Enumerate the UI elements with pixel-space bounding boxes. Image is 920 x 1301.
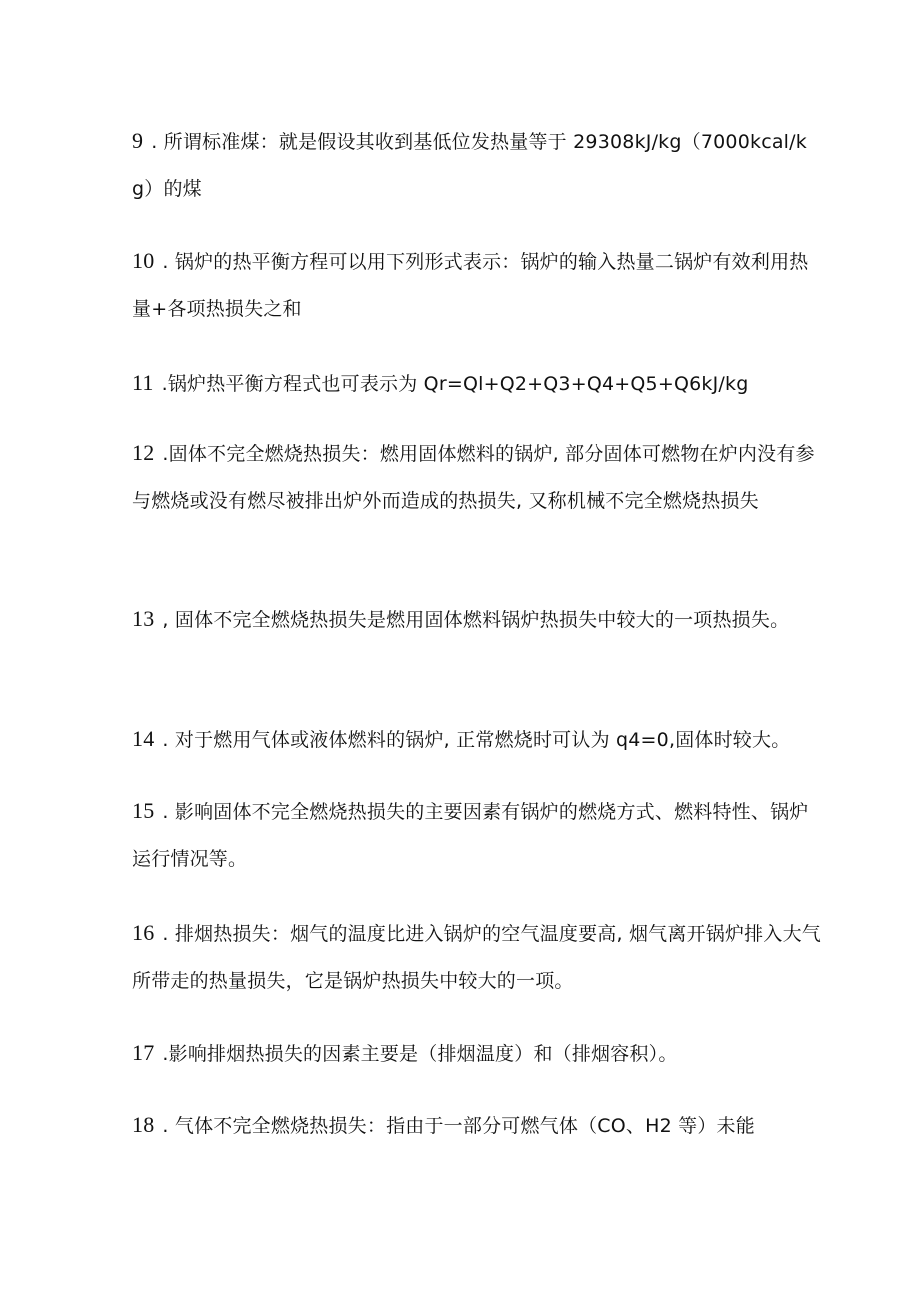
paragraph-number: 11 <box>132 370 154 395</box>
paragraph-text: . 排烟热损失：烟气的温度比进入锅炉的空气温度要高, 烟气离开锅炉排入大气所带走的热量损失，它是锅炉热损失中较大的一项。 <box>132 923 821 992</box>
paragraph-number: 16 <box>132 920 155 945</box>
paragraph-number: 10 <box>132 248 155 273</box>
paragraph-number: 18 <box>132 1112 155 1137</box>
paragraph-text: . 所谓标准煤：就是假设其收到基低位发热量等于 29308kJ/kg（7000kcal/kg）的煤 <box>132 131 807 200</box>
paragraph-text: . 影响固体不完全燃烧热损失的主要因素有锅炉的燃烧方式、燃料特性、锅炉运行情况等。 <box>132 801 809 870</box>
paragraph-13 <box>132 596 822 643</box>
paragraph-12 <box>132 430 822 524</box>
paragraph-number: 15 <box>132 798 155 823</box>
paragraph-9 <box>132 118 822 212</box>
paragraph-number: 12 <box>132 440 155 465</box>
paragraph-number: 13 <box>132 606 155 631</box>
paragraph-10 <box>132 238 822 332</box>
paragraph-text: . 气体不完全燃烧热损失：指由于一部分可燃气体（CO、H2 等）未能 <box>162 1115 755 1137</box>
paragraph-text: .固体不完全燃烧热损失：燃用固体燃料的锅炉, 部分固体可燃物在炉内没有参与燃烧或没有燃尽被排出炉外而造成的热损失, 又称机械不完全燃烧热损失 <box>132 443 815 512</box>
paragraph-15 <box>132 788 822 882</box>
paragraph-11 <box>132 360 822 407</box>
paragraph-17 <box>132 1030 822 1077</box>
paragraph-16 <box>132 910 822 1004</box>
paragraph-text: . 对于燃用气体或液体燃料的锅炉, 正常燃烧时可认为 q4=0,固体时较大。 <box>162 729 791 751</box>
paragraph-number: 14 <box>132 726 155 751</box>
paragraph-number: 17 <box>132 1040 155 1065</box>
paragraph-text: .影响排烟热损失的因素主要是（排烟温度）和（排烟容积）。 <box>162 1043 678 1065</box>
paragraph-14 <box>132 716 822 763</box>
paragraph-text: .锅炉热平衡方程式也可表示为 Qr=Ql+Q2+Q3+Q4+Q5+Q6kJ/kg <box>161 373 749 395</box>
paragraph-18 <box>132 1102 822 1149</box>
paragraph-number: 9 <box>132 128 144 153</box>
paragraph-text: . 锅炉的热平衡方程可以用下列形式表示：锅炉的输入热量二锅炉有效利用热量+各项热损失之和 <box>132 251 809 320</box>
document-page <box>132 0 822 1301</box>
paragraph-text: , 固体不完全燃烧热损失是燃用固体燃料锅炉热损失中较大的一项热损失。 <box>162 609 790 631</box>
